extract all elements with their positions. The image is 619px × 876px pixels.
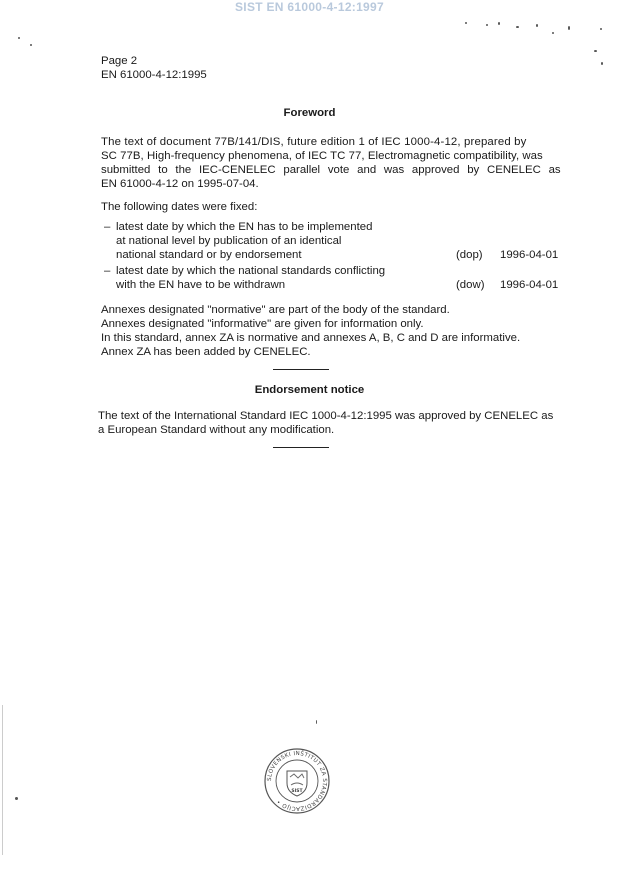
list-dash: – [104,265,111,277]
scan-speck [486,24,488,26]
date-value: 1996-04-01 [500,249,559,261]
date-item-line: at national level by publication of an identical [116,235,342,247]
dates-intro: The following dates were fixed: [101,201,258,213]
separator-rule [273,447,329,448]
endorsement-line: a European Standard without any modification. [98,424,335,436]
foreword-line: The text of document 77B/141/DIS, future edition 1 of IEC 1000-4-12, prepared by [101,136,527,148]
svg-text:SLOVENSKI INŠTITUT ZA STANDARD: SLOVENSKI INŠTITUT ZA STANDARDIZACIJO • [266,750,328,812]
date-item-line: latest date by which the national standards conflicting [116,265,386,277]
annex-line: Annexes designated "informative" are given for information only. [101,318,424,330]
scan-speck [316,720,317,724]
list-dash: – [104,221,111,233]
foreword-line: EN 61000-4-12 on 1995-07-04. [101,178,259,190]
scan-speck [516,26,519,28]
date-value: 1996-04-01 [500,279,559,291]
scan-speck [498,22,500,25]
document-id: EN 61000-4-12:1995 [101,69,207,81]
annex-line: In this standard, annex ZA is normative and annexes A, B, C and D are informative. [101,332,521,344]
watermark: SIST EN 61000-4-12:1997 [235,0,384,14]
scan-speck [30,44,32,46]
annex-paragraph [101,303,565,359]
page-number: Page 2 [101,55,138,67]
endorsement-heading: Endorsement notice [254,384,365,396]
svg-text:SIST: SIST [291,789,303,794]
scan-speck [594,50,597,52]
scan-edge [2,705,3,855]
annex-line: Annex ZA has been added by CENELEC. [101,346,311,358]
endorsement-paragraph [98,409,568,437]
foreword-line: submitted to the IEC-CENELEC parallel vote and was approved by CENELEC as [101,164,561,176]
scan-speck [465,22,467,24]
foreword-heading: Foreword [283,107,336,119]
scan-speck [15,797,18,800]
foreword-line: SC 77B, High-frequency phenomena, of IEC TC 77, Electromagnetic compatibility, was [101,150,543,162]
separator-rule [273,369,329,370]
date-item-dop [104,220,564,262]
annex-line: Annexes designated "normative" are part of the body of the standard. [101,304,450,316]
scan-speck [568,26,570,30]
scan-speck [536,24,538,27]
date-code: (dop) [456,249,483,261]
scan-speck [601,62,603,65]
foreword-paragraph [101,135,565,191]
scan-speck [600,28,602,30]
date-code: (dow) [456,279,485,291]
date-item-line: national standard or by endorsement [116,249,302,261]
date-item-dow [104,264,564,292]
endorsement-line: The text of the International Standard IEC 1000-4-12:1995 was approved by CENELEC as [98,410,554,422]
scan-speck [18,37,20,39]
date-item-line: with the EN have to be withdrawn [116,279,286,291]
sist-seal [263,747,331,815]
date-item-line: latest date by which the EN has to be implemented [116,221,373,233]
scan-speck [552,32,554,34]
